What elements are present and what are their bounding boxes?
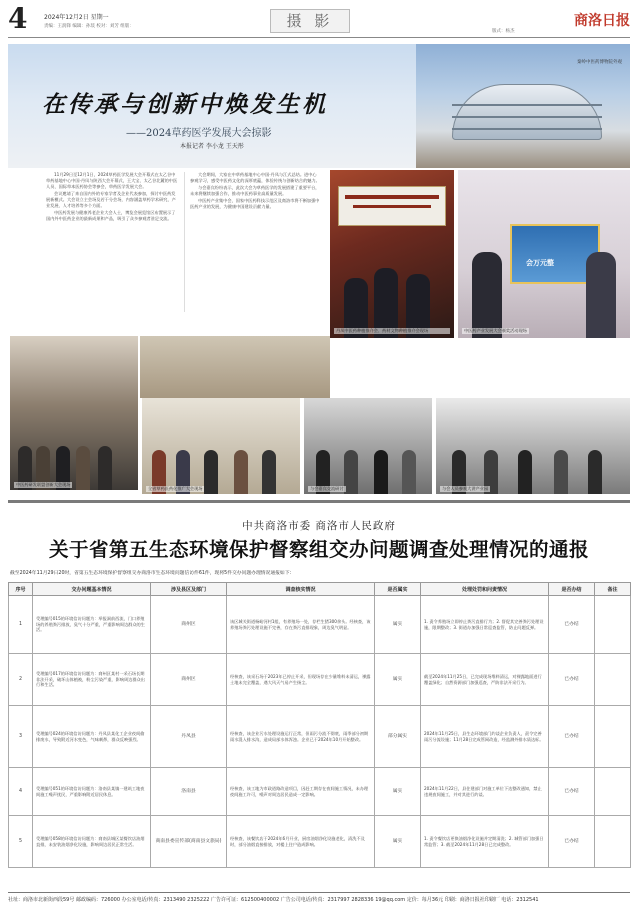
award-amount: 会万元整 (526, 259, 554, 267)
cell-note (595, 768, 631, 816)
person-figure (402, 450, 416, 494)
award-photo (458, 170, 630, 338)
museum-photo (416, 44, 630, 168)
photo-caption: 全省草药医药化推广大会现场 (148, 486, 203, 491)
cell-county: 商州区 (151, 596, 227, 654)
cell-verified: 属实 (375, 654, 421, 706)
notice-summary: 截至2024年11月29日20时，省第五生态环境保护督察组交办商洛市生态环境问题信访件61件，现将5件交办问题办理情况通报如下： (10, 571, 295, 576)
table-row (9, 816, 631, 868)
cell-verified: 属实 (375, 816, 421, 868)
cell-finding: 经核查，该餐饮店于2024年6月开业，厨房油烟净化设施老化，清洗不及时，部分油烟直接排放，对楼上住户造成影响。 (227, 816, 375, 868)
industrial-park-photo (436, 398, 630, 494)
building-stripe (452, 128, 602, 130)
cell-issue: 受理编号017的环境信访问题为：商州区某村一采石场长期非法开采，破坏山体植被，粉尘污染严重，影响周边群众出行和生活。 (33, 654, 151, 706)
cell-closed: 已办结 (549, 816, 595, 868)
person-figure (98, 446, 112, 490)
editor-line: 责编：王润锋 编辑：孙琰 校对：刘芳 组版： (44, 24, 134, 29)
header-county: 涉及县区及部门 (151, 583, 227, 596)
section-label: 摄 影 (270, 9, 350, 33)
cell-note (595, 816, 631, 868)
banner-text-bar (345, 195, 439, 199)
notice-title: 关于省第五生态环境保护督察组交办问题调查处理情况的通报 (48, 538, 589, 561)
article-paragraph: 11月29日至12月1日，2024草药医学发展大会开幕式在太乙谷中草药基地中心中国·丹凤与陕西大会开幕式，王大宝、太乙谷北麓的中医人员、国际草本医药协会等参会，草药医学发展大会。 (46, 172, 178, 189)
checker-line: 版式：杨杰 (492, 29, 515, 34)
table-row (9, 706, 631, 768)
article-paragraph: 中医药产业集中会，国家中医药科技示范区及商洛市将不断加强中医药产业的发展，为健康中国建设贡献力量。 (190, 198, 320, 209)
photo-caption: 与会嘉宾交流研讨 (310, 486, 344, 491)
article-column-2 (190, 172, 320, 322)
column-divider (184, 172, 185, 312)
notice-issuer: 中共商洛市委 商洛市人民政府 (242, 520, 396, 532)
person-figure (588, 450, 602, 494)
cell-note (595, 596, 631, 654)
article-paragraph: 会议邀请了来自国内外的专家学者及企业代表参加，探讨中医药发展新模式。大会设立主会场及若干分会场，内容涵盖草药学术研究、产业发展、人才培养等多个方面。 (46, 191, 176, 208)
header-closed: 是否办结 (549, 583, 595, 596)
page-number: 4 (8, 2, 28, 35)
table-row (9, 596, 631, 654)
header-handling: 处理处罚和问责情况 (421, 583, 549, 596)
person-figure (374, 450, 388, 494)
byline: 本报记者 李小龙 王天彤 (180, 143, 244, 150)
cell-note (595, 654, 631, 706)
person-figure (204, 450, 218, 494)
cell-handling: 2024年11月22日，县住建部门对施工单位下达整改通知，禁止违规夜间施工，并对其进行约谈。 (421, 768, 549, 816)
cell-no: 4 (9, 768, 33, 816)
article-column-1 (46, 172, 178, 322)
cell-handling: 2024年11月25日，县生态环境部门约谈企业负责人，责令完善雨污分流设施；11月28日完成管网改造，经监测外排水质达标。 (421, 706, 549, 768)
cell-no: 1 (9, 596, 33, 654)
cell-issue: 受理编号015的环境信访问题为：举报洞前西流，门口养殖场的养殖粪污排放，臭气十分严重，严重影响周边群众的生活。 (33, 596, 151, 654)
cell-county: 洛南县 (151, 768, 227, 816)
masthead (8, 2, 630, 38)
table-row (9, 654, 631, 706)
header-no: 序号 (9, 583, 33, 596)
person-figure (518, 450, 532, 494)
header-verified: 是否属实 (375, 583, 421, 596)
building-stripe (452, 104, 602, 106)
cell-no: 2 (9, 654, 33, 706)
date-line: 2024年12月2日 星期一 (44, 14, 109, 21)
person-figure (344, 450, 358, 494)
photo-caption: 与会人员参观大讲产业园 (442, 486, 489, 491)
cell-verified: 部分属实 (375, 706, 421, 768)
header-note: 备注 (595, 583, 631, 596)
article-paragraph: 中医药发展与健康养老企业大会人士，博览会展览馆区布置展示了国内外中医药企业的最新成果和产品，吸引了众多参观者驻足交流。 (46, 210, 176, 221)
report-table (8, 582, 631, 868)
photo-caption: 丹凤中医药种植推介会、药材文物种植推介会现场 (334, 328, 450, 334)
table-row (9, 768, 631, 816)
page-footer: 社址：商洛市北新街西段59号 邮政编码：726000 办公室电话/传真：2313490 2325222 广告许可证：612500400002 广告公司电话/传真：2317997 2828336 19@qq.com 定价：每月36元 印刷：商洛日报社印刷厂 电话：2312541 (8, 892, 630, 906)
cell-verified: 属实 (375, 596, 421, 654)
cell-finding: 该区城关街道杨峪河村1组，有养殖场一处，存栏生猪300余头。经核查，该养殖场粪污处理设施不完善，存在粪污直排现象，周边臭气明显。 (227, 596, 375, 654)
cell-county: 丹凤县 (151, 706, 227, 768)
building-stripe (452, 116, 602, 118)
header-finding: 调查核实情况 (227, 583, 375, 596)
person-figure (262, 450, 276, 494)
person-figure (586, 252, 616, 338)
cell-closed: 已办结 (549, 706, 595, 768)
stage-photo (330, 170, 454, 338)
exhibit-hall-photo (142, 398, 300, 494)
article-paragraph: 大会期间，大家在中草药基地中心中国·丹凤与江式总结。进中心参观学习，感受中医药文化的深厚底蕴，体验传统与创新结合的魅力。 (190, 172, 320, 183)
person-figure (76, 446, 90, 490)
header-issue: 交办问题基本情况 (33, 583, 151, 596)
cell-finding: 经核查，该企业污水处理设施运行正常，但雨污分流不彻底，雨季部分初期雨水混入排水沟，造成局部水体浑浊。企业已于2024年10月开始整改。 (227, 706, 375, 768)
cell-handling: 截至2024年11月25日，已完成现场堆料清运，对裸露地面进行覆盖绿化；自然资源部门加强巡查，严防非法开采行为。 (421, 654, 549, 706)
cell-county: 商州区 (151, 654, 227, 706)
feature-hero (8, 44, 630, 168)
person-figure (472, 252, 502, 338)
cell-no: 3 (9, 706, 33, 768)
cell-issue: 受理编号024的环境信访问题为：丹凤县某化工企业夜间偷排废水，导致附近河水变色，气味刺鼻，群众反映强烈。 (33, 706, 151, 768)
museum-building (452, 84, 602, 140)
cell-handling: 1. 责令养殖场立即停止粪污直排行为；2. 督促其完善粪污处理设施，限期整改；3. 街道办加强日常巡查监管，防止问题反弹。 (421, 596, 549, 654)
cell-finding: 经核查，该工地为市政道路改造项目，因赶工期存在夜间施工情况，未办理夜间施工许可，噪声对周边居民造成一定影响。 (227, 768, 375, 816)
cell-finding: 经核查，该采石场于2023年已停止开采，但现场存在少量堆料未清运，裸露土地未完全覆盖，遇大风天气易产生扬尘。 (227, 654, 375, 706)
feature-subtitle: ——2024草药医学发展大会掠影 (126, 128, 272, 139)
table-header-row (9, 583, 631, 596)
cell-closed: 已办结 (549, 768, 595, 816)
cell-closed: 已办结 (549, 596, 595, 654)
banner-text-bar (353, 205, 431, 208)
cell-no: 5 (9, 816, 33, 868)
article-paragraph: 与会嘉宾纷纷表示，此次大会为草药医学的发展搭建了重要平台，未来将继续加强合作，推动中医药事业高质量发展。 (190, 185, 320, 196)
cell-issue: 受理编号051的环境信访问题为：洛南县某镇一建筑工地夜间施工噪声扰民，严重影响附近居民休息。 (33, 768, 151, 816)
conference-photo (10, 336, 138, 490)
exhibit-photo (140, 336, 330, 398)
discussion-photo (304, 398, 432, 494)
person-figure (554, 450, 568, 494)
cell-county: 商南县委宣传部(商南县文旅局) (151, 816, 227, 868)
photo-caption: 中医药研发联盟创新大会现场 (16, 482, 71, 487)
feature-title: 在传承与创新中焕发生机 (42, 91, 328, 118)
cell-issue: 受理编号058的环境信访问题为：商南县城区某餐饮店油烟直排，未安装油烟净化设施，影响周边居民正常生活。 (33, 816, 151, 868)
cell-handling: 1. 责令餐饮店更换油烟净化设施并定期清洗；2. 城管部门加强日常监管；3. 截至2024年11月28日已完成整改。 (421, 816, 549, 868)
person-figure (234, 450, 248, 494)
cell-note (595, 706, 631, 768)
cell-closed: 已办结 (549, 654, 595, 706)
section-divider (8, 500, 630, 503)
photo-caption: 中医药产业发展大会颁奖活动现场 (464, 328, 527, 333)
cell-verified: 属实 (375, 768, 421, 816)
stage-banner (338, 186, 446, 226)
paper-logo: 商洛日报 (574, 13, 630, 29)
photo-caption: 秦岭中医药博物院外观 (577, 60, 622, 65)
